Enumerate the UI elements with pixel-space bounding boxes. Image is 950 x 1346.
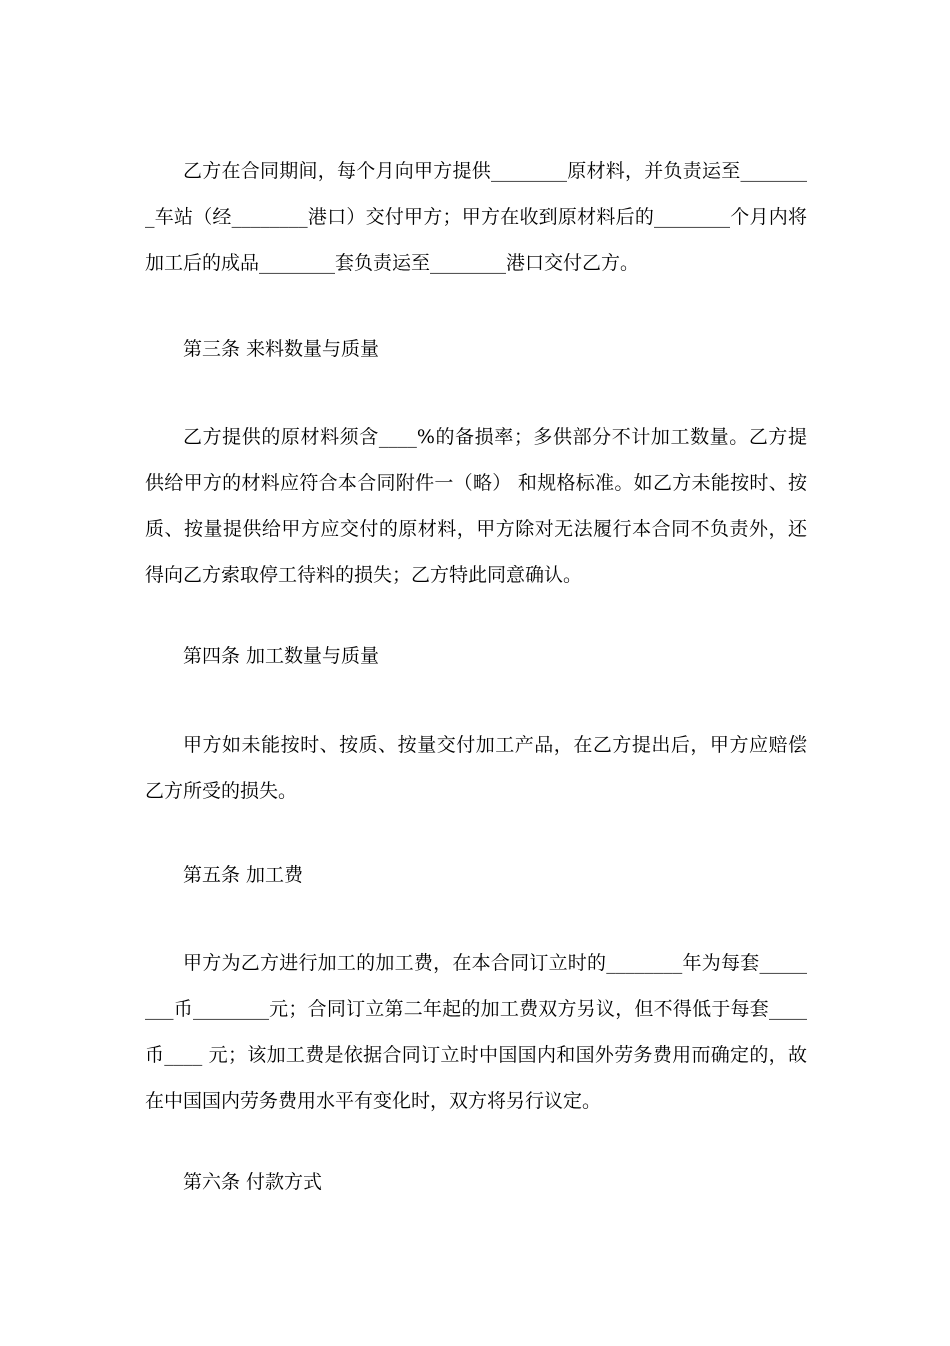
heading-article-6: 第六条 付款方式: [183, 1171, 323, 1193]
paragraph-material-quantity-quality: 乙方提供的原材料须含____%的备损率；多供部分不计加工数量。乙方提供给甲方的材料应符合本合同附件一（略） 和规格标准。如乙方未能按时、按质、按量提供给甲方应交付的原材料，甲方除对无法履行本合同不负责外，还得向乙方索取停工待料的损失；乙方特此同意确认。: [145, 426, 807, 586]
paragraph-supply-and-delivery: 乙方在合同期间，每个月向甲方提供________原材料，并负责运至________车站（经________港口）交付甲方；甲方在收到原材料后的________个月内将加工后的成品________套负责运至________港口交付乙方。: [145, 160, 807, 274]
heading-article-4: 第四条 加工数量与质量: [183, 645, 380, 667]
heading-article-3: 第三条 来料数量与质量: [183, 338, 380, 360]
paragraph-processing-fee: 甲方为乙方进行加工的加工费，在本合同订立时的________年为每套________币________元；合同订立第二年起的加工费双方另议，但不得低于每套____币____ 元；该加工费是依据合同订立时中国国内和国外劳务费用而确定的，故在中国国内劳务费用水平有变化时，双方将另行议定。: [145, 952, 807, 1112]
paragraph-processing-quantity-quality: 甲方如未能按时、按质、按量交付加工产品，在乙方提出后，甲方应赔偿乙方所受的损失。: [145, 734, 807, 802]
heading-article-5: 第五条 加工费: [183, 864, 304, 886]
